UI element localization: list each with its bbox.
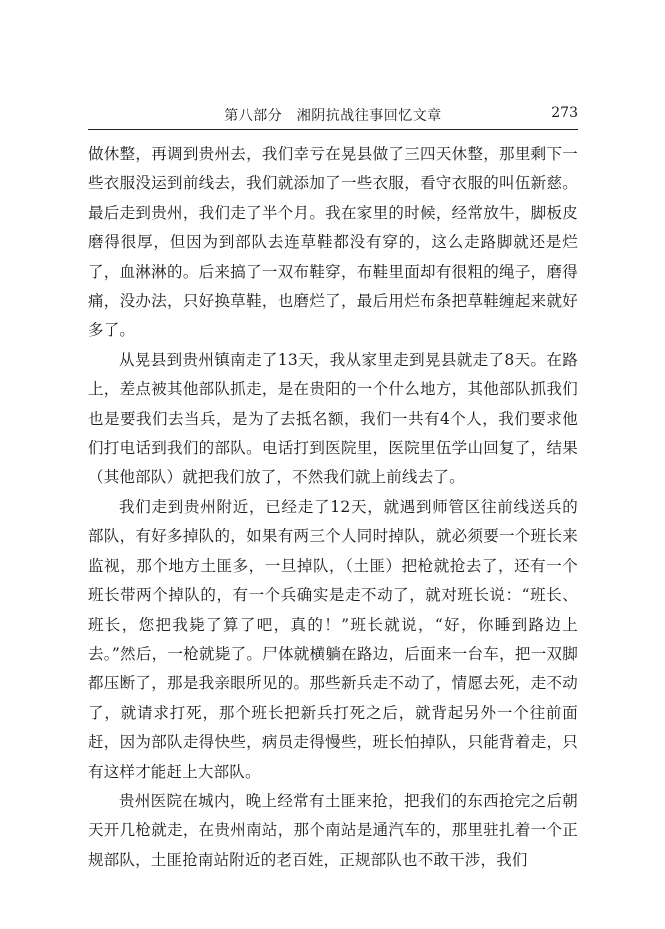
chapter-title: 第八部分 湘阴抗战往事回忆文章 bbox=[224, 108, 442, 124]
running-header bbox=[88, 103, 578, 130]
page-number: 273 bbox=[551, 105, 578, 121]
paragraph-3: 我们走到贵州附近，已经走了12天，就遇到师管区往前线送兵的部队，有好多掉队的，如果有两三个人同时掉队，就必须要一个班长来监视，那个地方土匪多，一旦掉队，（土匪）把枪就抢去了，还有一个班长带两个掉队的，有一个兵确实是走不动了，就对班长说：“班长、班长，您把我毙了算了吧，真的！”班长就说，“好，你睡到路边上去。”然后，一枪就毙了。尸体就横躺在路边，后面来一台车，把一双脚都压断了，那是我亲眼所见的。那些新兵走不动了，情愿去死，走不动了，就请求打死，那个班长把新兵打死之后，就背起另外一个往前面赶，因为部队走得快些，病员走得慢些，班长怕掉队，只能背着走，只有这样才能赶上大部队。 bbox=[88, 497, 578, 781]
body-text bbox=[88, 140, 578, 875]
paragraph-4: 贵州医院在城内，晚上经常有土匪来抢，把我们的东西抢完之后朝天开几枪就走，在贵州南站，那个南站是通汽车的，那里驻扎着一个正规部队，土匪抢南站附近的老百姓，正规部队也不敢干涉，我们 bbox=[88, 791, 578, 869]
paragraph-2: 从晃县到贵州镇南走了13天，我从家里走到晃县就走了8天。在路上，差点被其他部队抓走，是在贵阳的一个什么地方，其他部队抓我们也是要我们去当兵，是为了去抵名额，我们一共有4个人，我们要求他们打电话到我们的部队。电话打到医院里，医院里伍学山回复了，结果（其他部队）就把我们放了，不然我们就上前线去了。 bbox=[88, 350, 578, 487]
paragraph-1: 做休整，再调到贵州去，我们幸亏在晃县做了三四天休整，那里剩下一些衣服没运到前线去，我们就添加了一些衣服，看守衣服的叫伍新慈。最后走到贵州，我们走了半个月。我在家里的时候，经常放牛，脚板皮磨得很厚，但因为到部队去连草鞋都没有穿的，这么走路脚就还是烂了，血淋淋的。后来搞了一双布鞋穿，布鞋里面却有很粗的绳子，磨得痛，没办法，只好换草鞋，也磨烂了，最后用烂布条把草鞋缠起来就好多了。 bbox=[88, 145, 578, 340]
